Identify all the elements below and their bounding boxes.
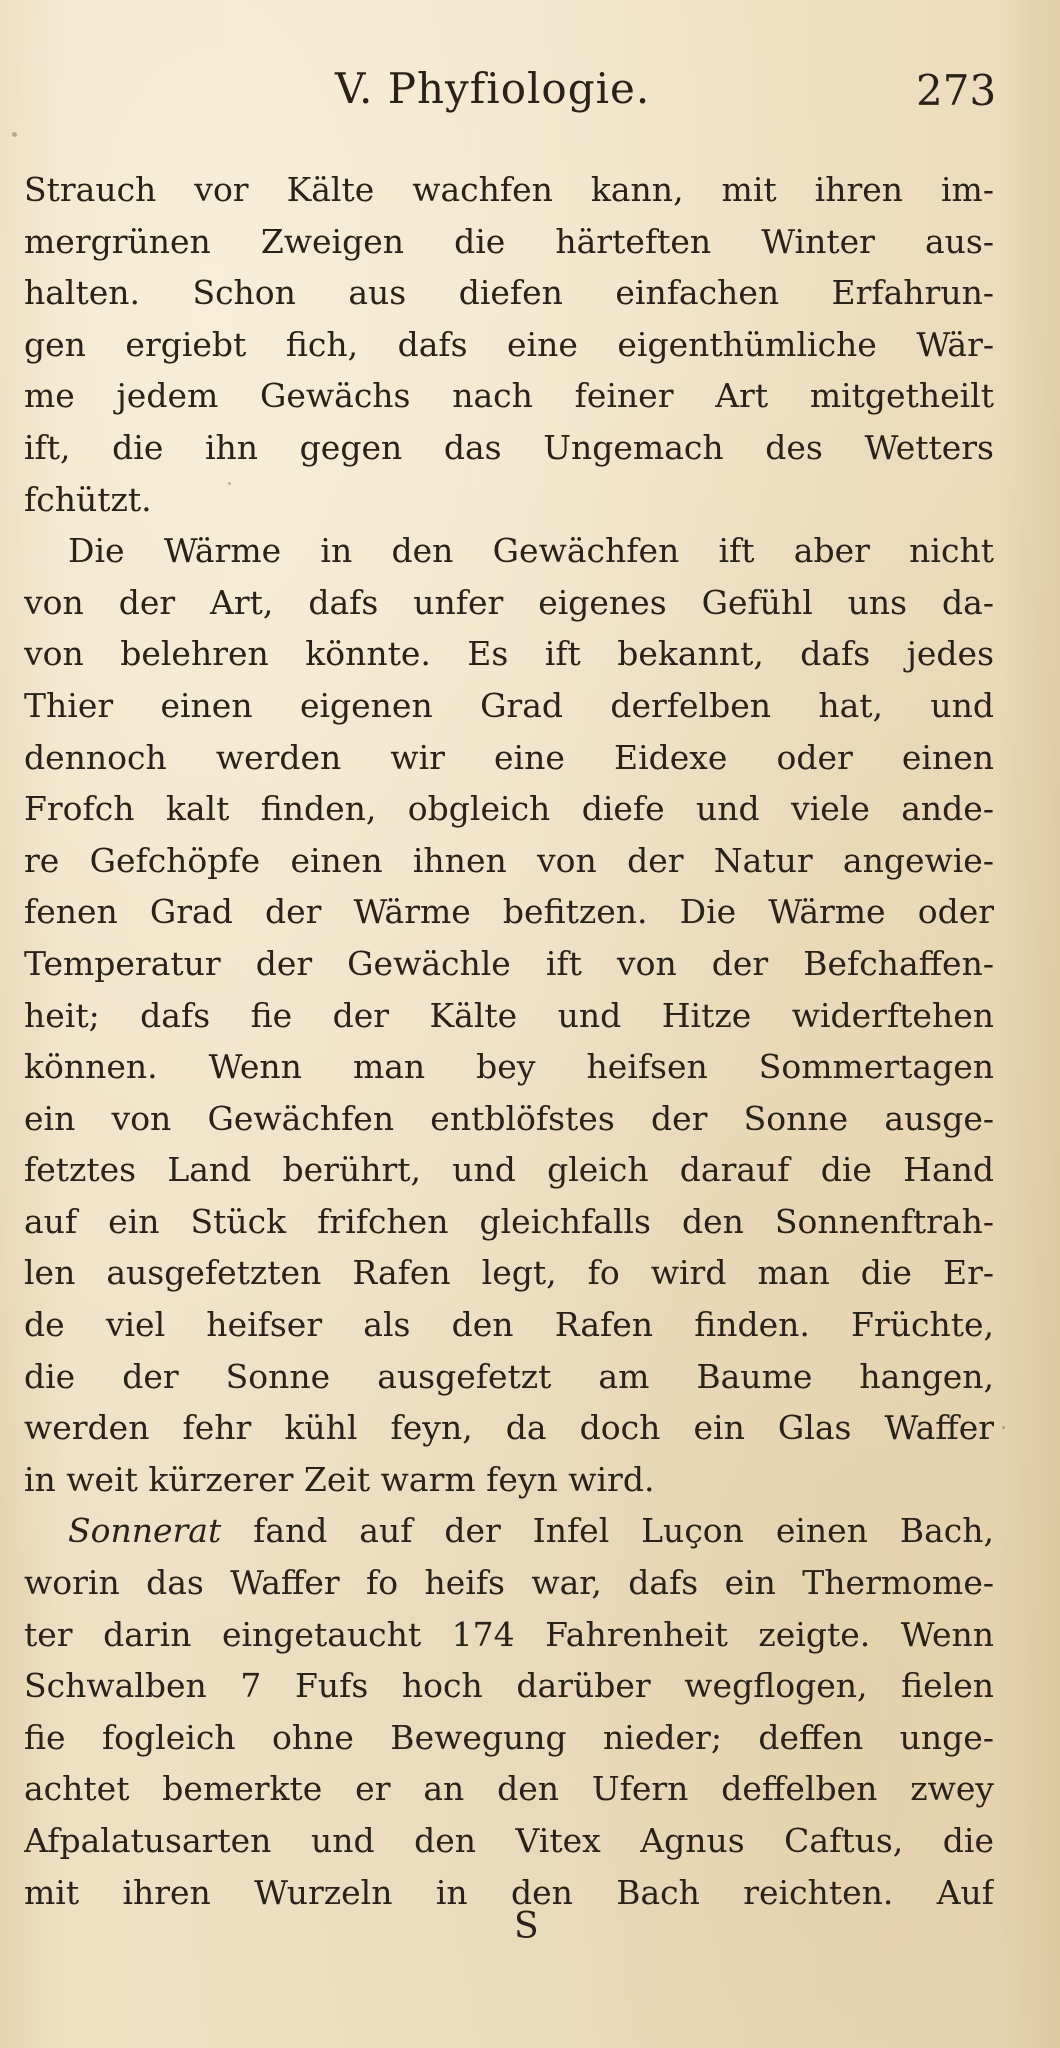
- text-line: fenen Grad der Wärme befitzen. Die Wärme oder: [24, 892, 994, 932]
- text-line: [24, 1505, 994, 1557]
- paper-speck: [12, 132, 17, 137]
- text-line: werden fehr kühl feyn, da doch ein Glas Waffer: [24, 1408, 994, 1448]
- text-line: ter darin eingetaucht 174 Fahrenheit zeigte. Wenn: [24, 1614, 994, 1654]
- text-line: mit ihren Wurzeln in den Bach reichten. Auf: [24, 1872, 994, 1912]
- text-line: Die Wärme in den Gewächfen ift aber nicht: [68, 531, 994, 571]
- text-line: dennoch werden wir eine Eidexe oder einen: [24, 737, 994, 777]
- text-line: ein von Gewächfen entblöfstes der Sonne ausge-: [24, 1098, 994, 1138]
- text-line: worin das Waffer fo heifs war, dafs ein Thermome-: [24, 1563, 994, 1603]
- body-text: [24, 164, 994, 1918]
- text-line: Schwalben 7 Fufs hoch darüber wegflogen, fielen: [24, 1666, 994, 1706]
- text-line: achtet bemerkte er an den Ufern deffelben zwey: [24, 1769, 994, 1809]
- text-line: fie fogleich ohne Bewegung nieder; deffen unge-: [24, 1717, 994, 1757]
- text-line-rest: fand auf der Infel Luçon einen Bach,: [221, 1511, 994, 1551]
- text-line: Temperatur der Gewächle ift von der Befchaffen-: [24, 943, 994, 983]
- text-line: len ausgefetzten Rafen legt, fo wird man die Er-: [24, 1253, 994, 1293]
- paper-speck: [1002, 1426, 1005, 1429]
- text-line: fchützt.: [24, 479, 152, 519]
- text-line: Frofch kalt finden, obgleich diefe und viele ande-: [24, 789, 994, 829]
- text-line: können. Wenn man bey heifsen Sommertagen: [24, 1047, 994, 1087]
- text-line: mergrünen Zweigen die härteften Winter aus-: [24, 221, 994, 261]
- text-line: Strauch vor Kälte wachfen kann, mit ihren im-: [24, 170, 994, 209]
- page-number: 273: [916, 66, 997, 115]
- text-line: auf ein Stück frifchen gleichfalls den Sonnenftrah-: [24, 1201, 994, 1241]
- text-line: von belehren könnte. Es ift bekannt, dafs jedes: [24, 634, 994, 674]
- text-line: de viel heifser als den Rafen finden. Früchte,: [24, 1305, 994, 1345]
- text-line: Afpalatusarten und den Vitex Agnus Caftus, die: [24, 1821, 994, 1860]
- text-line: fetztes Land berührt, und gleich darauf die Hand: [24, 1150, 994, 1190]
- text-line: von der Art, dafs unfer eigenes Gefühl uns da-: [24, 582, 994, 622]
- text-line: halten. Schon aus diefen einfachen Erfahrun-: [24, 273, 994, 313]
- text-line: in weit kürzerer Zeit warm feyn wird.: [24, 1459, 655, 1499]
- text-line: Thier einen eigenen Grad derfelben hat, und: [24, 685, 994, 725]
- text-line: ift, die ihn gegen das Ungemach des Wetters: [24, 427, 994, 467]
- running-header: [0, 58, 1060, 128]
- signature-mark: S: [514, 1906, 539, 1947]
- text-line: me jedem Gewächs nach feiner Art mitgetheilt: [24, 376, 994, 416]
- text-line: gen ergiebt fich, dafs eine eigenthümliche Wär-: [24, 324, 994, 364]
- paper-speck: [228, 482, 231, 485]
- text-line: heit; dafs fie der Kälte und Hitze widerftehen: [24, 995, 994, 1035]
- person-name: Sonnerat: [68, 1511, 222, 1551]
- text-line: die der Sonne ausgefetzt am Baume hangen,: [24, 1356, 994, 1396]
- text-line: re Gefchöpfe einen ihnen von der Natur angewie-: [24, 840, 994, 880]
- chapter-title: V. Phyfiologie.: [335, 64, 651, 113]
